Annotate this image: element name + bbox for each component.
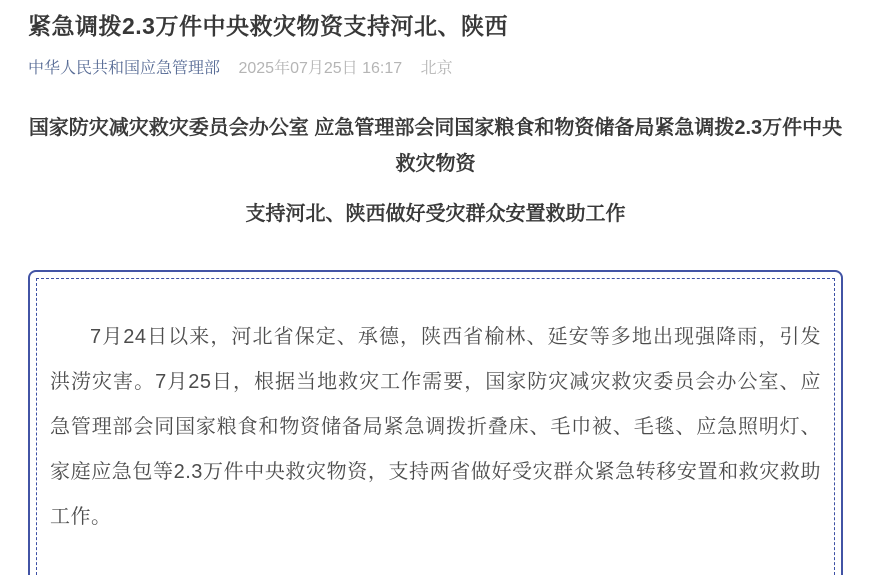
heading-line-1: 国家防灾减灾救灾委员会办公室 应急管理部会同国家粮食和物资储备局紧急调拨2.3万件中央救灾物资 — [28, 117, 843, 176]
document-heading — [28, 110, 843, 232]
publisher-account-link[interactable]: 中华人民共和国应急管理部 — [28, 60, 221, 78]
bordered-content-box — [28, 270, 843, 575]
publish-location: 北京 — [420, 60, 453, 78]
article-title: 紧急调拨2.3万件中央救灾物资支持河北、陕西 — [28, 13, 508, 39]
heading-line-2: 支持河北、陕西做好受灾群众安置救助工作 — [245, 203, 626, 226]
byline — [28, 59, 843, 80]
dashed-inner-box — [36, 278, 835, 575]
body-paragraph: 7月24日以来，河北省保定、承德，陕西省榆林、延安等多地出现强降雨，引发洪涝灾害。7月25日，根据当地救灾工作需要，国家防灾减灾救灾委员会办公室、应急管理部会同国家粮食和物资储备局紧急调拨折叠床、毛巾被、毛毯、应急照明灯、家庭应急包等2.3万件中央救灾物资，支持两省做好受灾群众紧急转移安置和救灾救助工作。 — [50, 326, 821, 529]
publish-datetime: 2025年07月25日 16:17 — [238, 60, 403, 78]
